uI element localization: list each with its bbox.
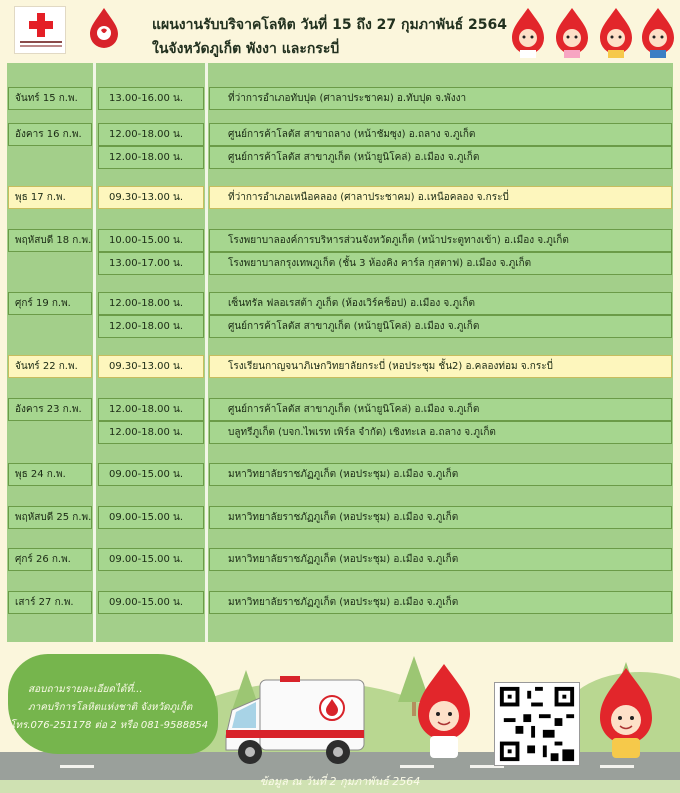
place-cell: มหาวิทยาลัยราชภัฏภูเก็ต (หอประชุม) อ.เมือง จ.ภูเก็ต — [209, 463, 672, 486]
place-cell: ที่ว่าการอำเภอทับปุด (ศาลาประชาคม) อ.ทับปุด จ.พังงา — [209, 87, 672, 110]
time-cell: 13.00-17.00 น. — [98, 252, 204, 275]
table-row — [7, 252, 673, 275]
day-cell: เสาร์ 27 ก.พ. — [8, 591, 92, 614]
day-cell: พุธ 24 ก.พ. — [8, 463, 92, 486]
place-cell: มหาวิทยาลัยราชภัฏภูเก็ต (หอประชุม) อ.เมือง จ.ภูเก็ต — [209, 591, 672, 614]
day-cell: ศุกร์ 19 ก.พ. — [8, 292, 92, 315]
place-cell: มหาวิทยาลัยราชภัฏภูเก็ต (หอประชุม) อ.เมือง จ.ภูเก็ต — [209, 506, 672, 529]
time-cell: 12.00-18.00 น. — [98, 421, 204, 444]
time-cell: 09.00-15.00 น. — [98, 506, 204, 529]
time-cell: 12.00-18.00 น. — [98, 123, 204, 146]
time-cell: 09.00-15.00 น. — [98, 548, 204, 571]
table-row — [7, 355, 673, 378]
table-row — [7, 591, 673, 614]
mascot-icon — [512, 8, 544, 58]
time-cell: 12.00-18.00 น. — [98, 146, 204, 169]
contact-organization: ภาคบริการโลหิตแห่งชาติ จังหวัดภูเก็ต — [28, 702, 193, 713]
table-row — [7, 463, 673, 486]
day-cell: ศุกร์ 26 ก.พ. — [8, 548, 92, 571]
day-cell: พุธ 17 ก.พ. — [8, 186, 92, 209]
time-cell: 09.00-15.00 น. — [98, 591, 204, 614]
mascot-icon — [556, 8, 588, 58]
contact-phone: โทร.076-251178 ต่อ 2 หรือ 081-9588854 — [10, 720, 209, 731]
place-cell: โรงพยาบาลองค์การบริหารส่วนจังหวัดภูเก็ต (หน้าประตูทางเข้า) อ.เมือง จ.ภูเก็ต — [209, 229, 672, 252]
ambulance-icon — [220, 674, 370, 766]
red-cross-logo — [14, 6, 66, 54]
table-row — [7, 315, 673, 338]
table-row — [7, 123, 673, 146]
place-cell: ที่ว่าการอำเภอเหนือคลอง (ศาลาประชาคม) อ.เหนือคลอง จ.กระบี่ — [209, 186, 672, 209]
header — [0, 0, 680, 62]
place-cell: ศูนย์การค้าโลตัส สาขาภูเก็ต (หน้ายูนิโคล่) อ.เมือง จ.ภูเก็ต — [209, 315, 672, 338]
time-cell: 12.00-18.00 น. — [98, 315, 204, 338]
time-cell: 09.30-13.00 น. — [98, 355, 204, 378]
table-row — [7, 506, 673, 529]
time-cell: 09.30-13.00 น. — [98, 186, 204, 209]
time-cell: 12.00-18.00 น. — [98, 292, 204, 315]
table-row — [7, 146, 673, 169]
table-row — [7, 87, 673, 110]
time-cell: 12.00-18.00 น. — [98, 398, 204, 421]
table-row — [7, 292, 673, 315]
place-cell: บลูทรีภูเก็ต (บจก.ไพเรท เพิร์ล จำกัด) เชิงทะเล อ.ถลาง จ.ภูเก็ต — [209, 421, 672, 444]
table-row — [7, 421, 673, 444]
day-cell: จันทร์ 15 ก.พ. — [8, 87, 92, 110]
contact-heading: สอบถามรายละเอียดได้ที่... — [28, 684, 143, 695]
table-row — [7, 186, 673, 209]
blood-service-logo — [84, 6, 124, 56]
table-row — [7, 548, 673, 571]
table-row — [7, 398, 673, 421]
place-cell: ศูนย์การค้าโลตัส สาขาภูเก็ต (หน้ายูนิโคล่) อ.เมือง จ.ภูเก็ต — [209, 146, 672, 169]
mascot-icon — [642, 8, 674, 58]
table-row — [7, 229, 673, 252]
page-subtitle: ในจังหวัดภูเก็ต พังงา และกระบี่ — [152, 41, 340, 57]
footer-scene — [0, 642, 680, 793]
mascot-group — [508, 6, 678, 60]
day-cell: อังคาร 16 ก.พ. — [8, 123, 92, 146]
schedule-table — [7, 63, 673, 642]
place-cell: โรงเรียนกาญจนาภิเษกวิทยาลัยกระบี่ (หอประชุม ชั้น2) อ.คลองท่อม จ.กระบี่ — [209, 355, 672, 378]
place-cell: เซ็นทรัล ฟลอเรสต้า ภูเก็ต (ห้องเวิร์คช็อป) อ.เมือง จ.ภูเก็ต — [209, 292, 672, 315]
place-cell: โรงพยาบาลกรุงเทพภูเก็ต (ชั้น 3 ห้องคิง คาร์ล กุสตาฟ) อ.เมือง จ.ภูเก็ต — [209, 252, 672, 275]
page-title: แผนงานรับบริจาคโลหิต วันที่ 15 ถึง 27 กุมภาพันธ์ 2564 — [152, 17, 508, 33]
place-cell: ศูนย์การค้าโลตัส สาขาถลาง (หน้าชัมซุง) อ.ถลาง จ.ภูเก็ต — [209, 123, 672, 146]
day-cell: พฤหัสบดี 18 ก.พ. — [8, 229, 92, 252]
mascot-icon — [408, 660, 480, 764]
mascot-icon — [588, 664, 664, 764]
day-cell: พฤหัสบดี 25 ก.พ. — [8, 506, 92, 529]
data-date-note: ข้อมูล ณ วันที่ 2 กุมภาพันธ์ 2564 — [259, 775, 421, 788]
place-cell: มหาวิทยาลัยราชภัฏภูเก็ต (หอประชุม) อ.เมือง จ.ภูเก็ต — [209, 548, 672, 571]
time-cell: 13.00-16.00 น. — [98, 87, 204, 110]
mascot-icon — [600, 8, 632, 58]
time-cell: 09.00-15.00 น. — [98, 463, 204, 486]
time-cell: 10.00-15.00 น. — [98, 229, 204, 252]
qr-code — [494, 682, 580, 766]
place-cell: ศูนย์การค้าโลตัส สาขาภูเก็ต (หน้ายูนิโคล่) อ.เมือง จ.ภูเก็ต — [209, 398, 672, 421]
day-cell: จันทร์ 22 ก.พ. — [8, 355, 92, 378]
day-cell: อังคาร 23 ก.พ. — [8, 398, 92, 421]
